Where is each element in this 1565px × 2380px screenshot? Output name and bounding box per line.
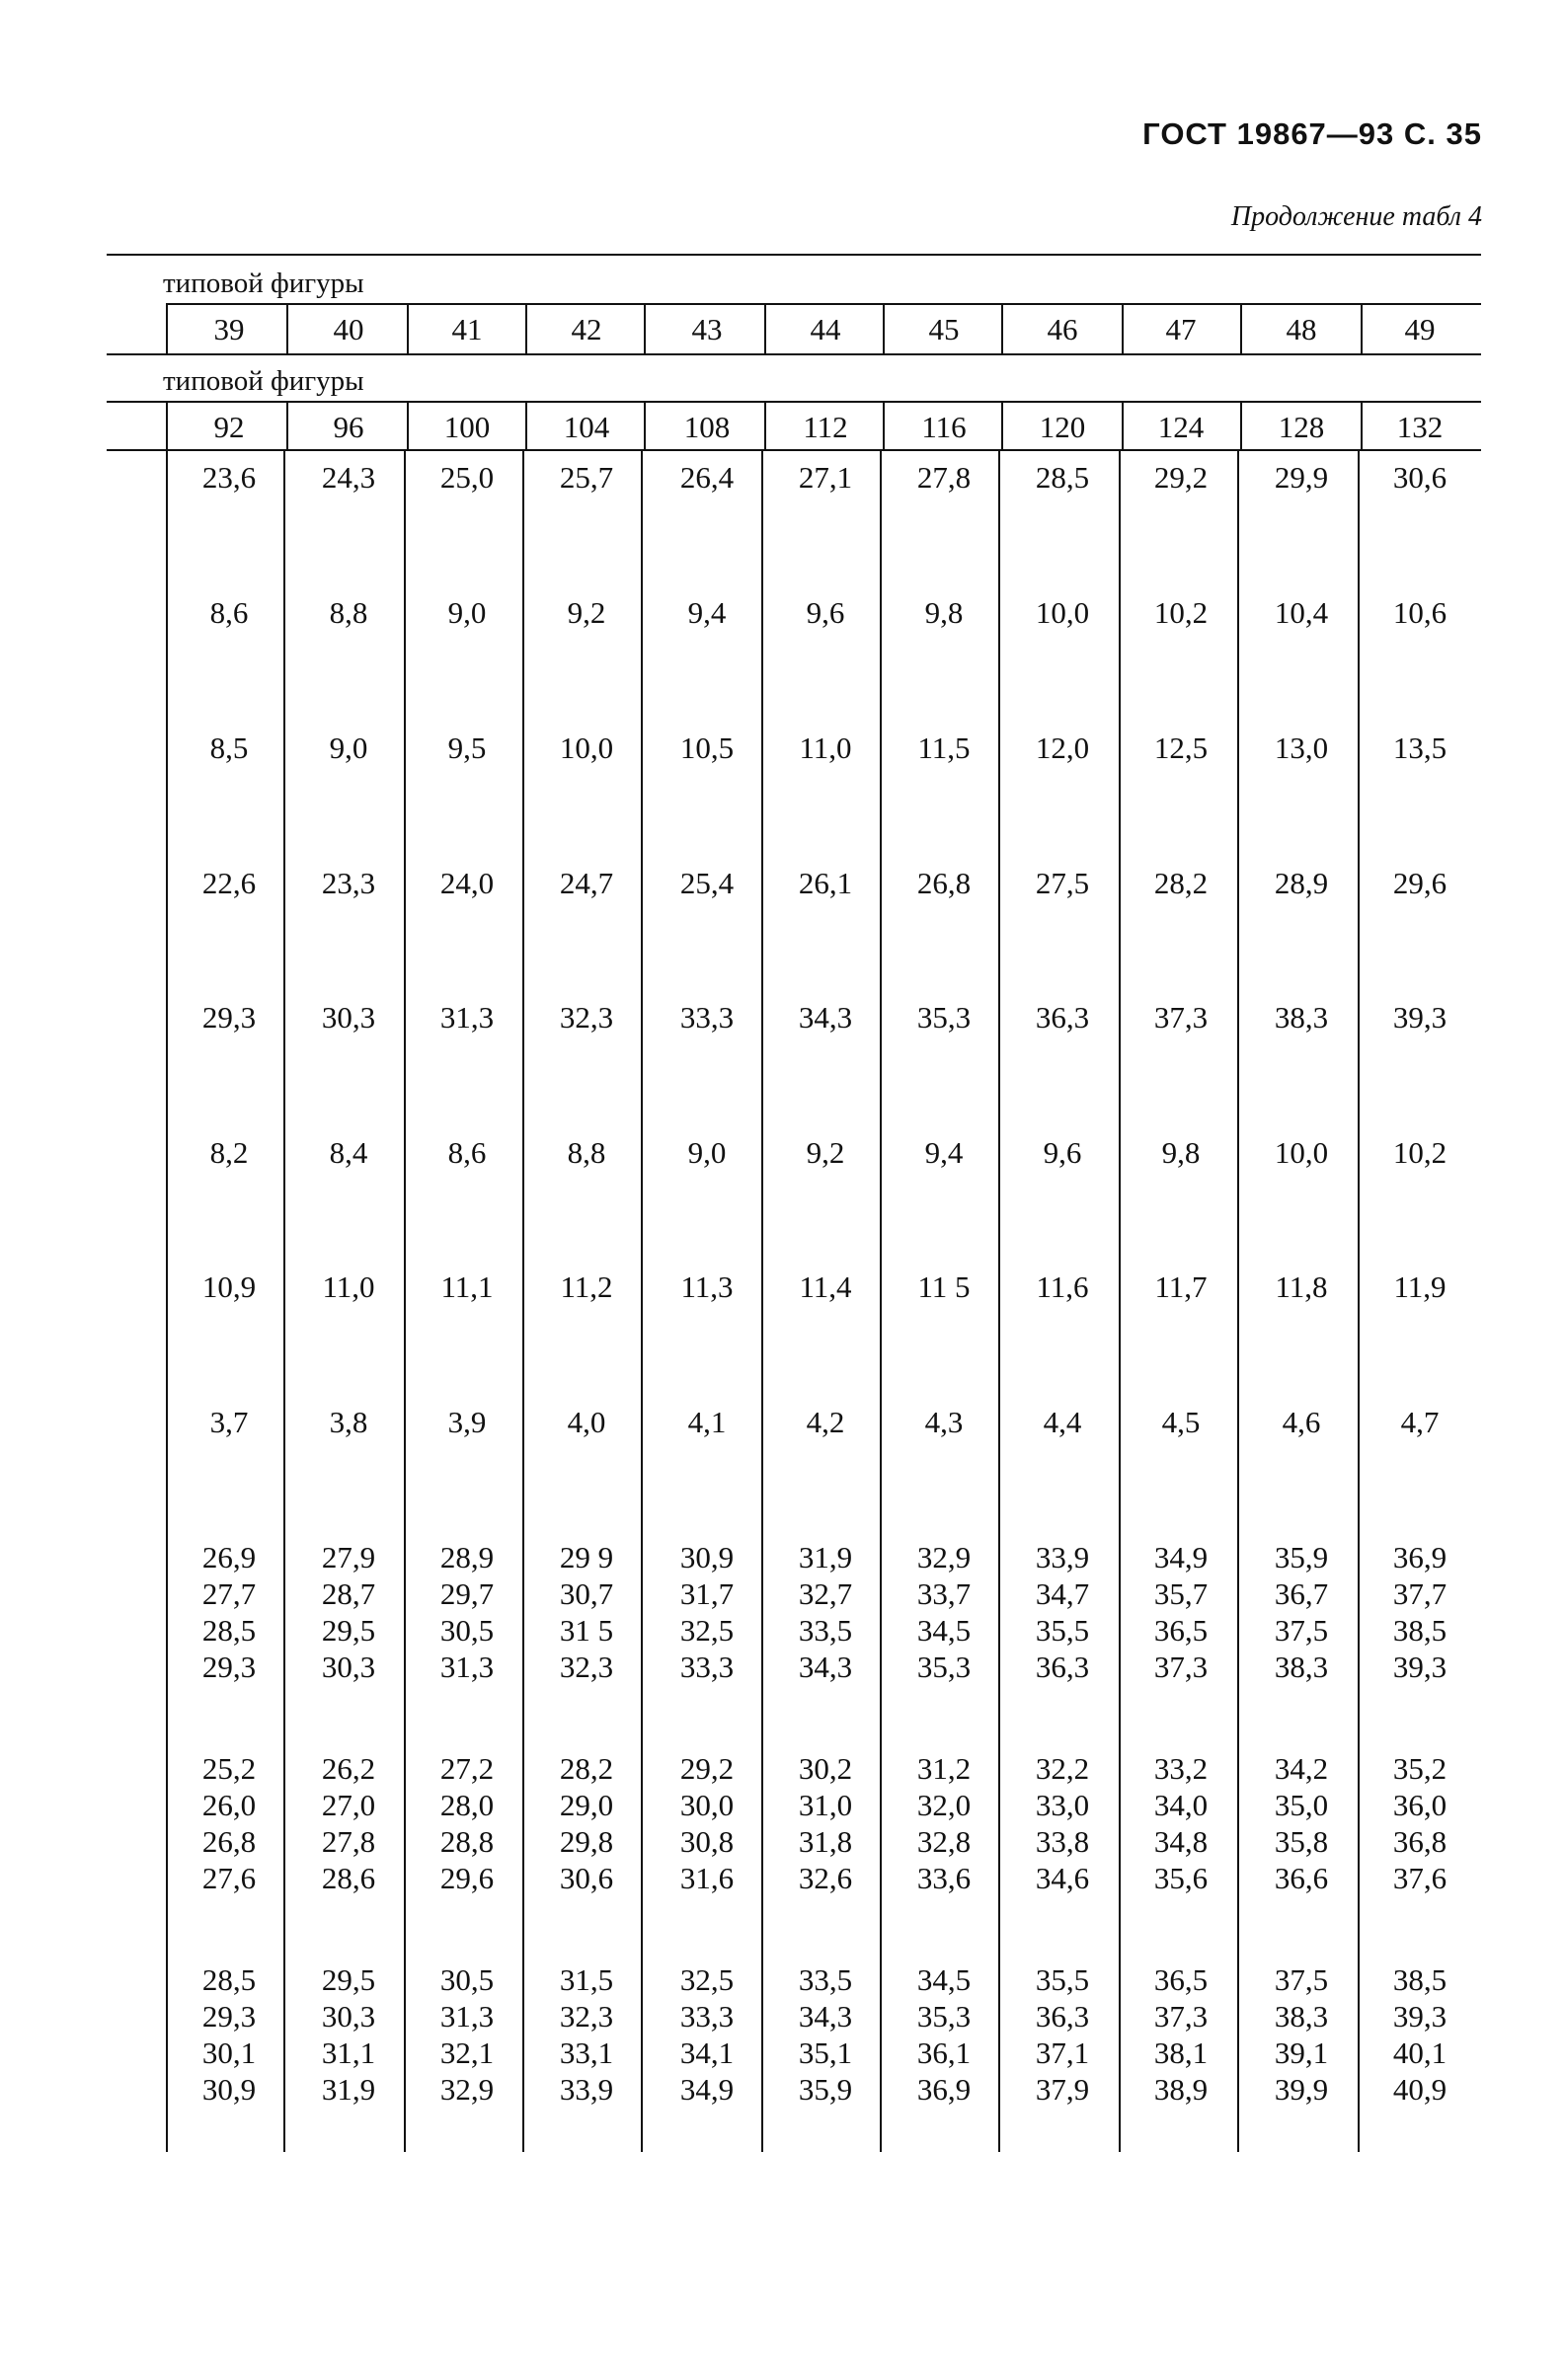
table-cell: 34,5 [916, 1962, 972, 1997]
column-divider [166, 303, 168, 353]
table-cell: 11,0 [322, 1269, 375, 1304]
table-cell: 34,7 [1035, 1576, 1090, 1611]
table-cell: 27,5 [1035, 866, 1090, 900]
table-cell: 30,0 [679, 1788, 735, 1822]
table-cell: 30,2 [798, 1751, 853, 1786]
table-cell: 35,6 [1153, 1861, 1209, 1895]
table-cell: 4,2 [806, 1405, 845, 1439]
table-cell: 3,8 [329, 1405, 368, 1439]
table-cell: 28,5 [201, 1613, 257, 1648]
table-cell: 28,5 [201, 1962, 257, 1997]
table-cell: 29,0 [559, 1788, 614, 1822]
table-cell: 10,0 [559, 730, 614, 765]
table-cell: 32,3 [559, 1000, 614, 1035]
table-cell: 33,3 [679, 1650, 735, 1684]
table-cell: 26,1 [798, 866, 853, 900]
table-cell: 28,0 [439, 1788, 495, 1822]
table-cell: 32,2 [1035, 1751, 1090, 1786]
table-cell: 34,6 [1035, 1861, 1090, 1895]
sizes-row-bottom-border [107, 353, 1481, 355]
table-cell: 26,8 [201, 1824, 257, 1859]
table-cell: 33,2 [1153, 1751, 1209, 1786]
table-cell: 8,4 [329, 1135, 368, 1170]
size-header-cell: 44 [810, 312, 841, 346]
table-cell: 28,9 [1274, 866, 1329, 900]
height-header-cell: 108 [683, 410, 731, 444]
table-cell: 29,5 [321, 1962, 376, 1997]
table-cell: 36,0 [1392, 1788, 1448, 1822]
table-cell: 34,3 [798, 1000, 853, 1035]
table-cell: 8,8 [567, 1135, 606, 1170]
table-cell: 8,6 [209, 595, 249, 630]
table-cell: 34,1 [679, 2035, 735, 2070]
table-cell: 9,6 [806, 595, 845, 630]
table-cell: 30,3 [321, 1000, 376, 1035]
table-cell: 29,3 [201, 1650, 257, 1684]
table-cell: 26,9 [201, 1540, 257, 1574]
table-cell: 30,8 [679, 1824, 735, 1859]
table-cell: 38,5 [1392, 1613, 1448, 1648]
table-cell: 4,3 [924, 1405, 964, 1439]
table-cell: 37,5 [1274, 1613, 1329, 1648]
table-cell: 11,2 [560, 1269, 613, 1304]
table-cell: 38,3 [1274, 1650, 1329, 1684]
table-cell: 30,1 [201, 2035, 257, 2070]
table-cell: 9,2 [567, 595, 606, 630]
table-cell: 39,3 [1392, 1650, 1448, 1684]
table-cell: 30,9 [201, 2072, 257, 2107]
table-cell: 36,5 [1153, 1962, 1209, 1997]
table-cell: 9,8 [924, 595, 964, 630]
table-cell: 33,6 [916, 1861, 972, 1895]
table-cell: 39,3 [1392, 1000, 1448, 1035]
table-cell: 33,9 [559, 2072, 614, 2107]
table-cell: 10,0 [1035, 595, 1090, 630]
table-cell: 34,3 [798, 1999, 853, 2034]
table-cell: 31,5 [559, 1962, 614, 1997]
table-cell: 25,0 [439, 460, 495, 495]
table-cell: 31,2 [916, 1751, 972, 1786]
table-cell: 36,5 [1153, 1613, 1209, 1648]
table-cell: 39,9 [1274, 2072, 1329, 2107]
table-cell: 11,3 [680, 1269, 734, 1304]
table-cell: 9,8 [1161, 1135, 1201, 1170]
table-cell: 28,5 [1035, 460, 1090, 495]
table-cell: 10,2 [1153, 595, 1209, 630]
row-label-sizes: типовой фигуры [163, 268, 364, 299]
table-cell: 29,2 [679, 1751, 735, 1786]
table-cell: 29,9 [1274, 460, 1329, 495]
table-cell: 35,5 [1035, 1613, 1090, 1648]
table-cell: 22,6 [201, 866, 257, 900]
table-cell: 23,6 [201, 460, 257, 495]
table-cell: 31,3 [439, 1999, 495, 2034]
table-cell: 32,6 [798, 1861, 853, 1895]
table-cell: 30,9 [679, 1540, 735, 1574]
height-header-cell: 120 [1039, 410, 1086, 444]
table-cell: 28,7 [321, 1576, 376, 1611]
table-cell: 30,5 [439, 1962, 495, 1997]
height-header-cell: 100 [443, 410, 491, 444]
table-cell: 29,7 [439, 1576, 495, 1611]
table-cell: 30,6 [1392, 460, 1448, 495]
table-continuation-caption: Продолжение табл 4 [1230, 201, 1482, 232]
table-cell: 11,9 [1393, 1269, 1447, 1304]
size-header-cell: 40 [333, 312, 364, 346]
size-header-cell: 39 [213, 312, 245, 346]
table-cell: 32,0 [916, 1788, 972, 1822]
table-cell: 37,3 [1153, 1999, 1209, 2034]
table-cell: 32,1 [439, 2035, 495, 2070]
table-cell: 13,5 [1392, 730, 1448, 765]
table-cell: 31,1 [321, 2035, 376, 2070]
table-cell: 4,4 [1043, 1405, 1082, 1439]
height-header-cell: 104 [563, 410, 610, 444]
table-cell: 8,2 [209, 1135, 249, 1170]
table-cell: 9,4 [924, 1135, 964, 1170]
table-cell: 4,6 [1282, 1405, 1321, 1439]
table-cell: 9,6 [1043, 1135, 1082, 1170]
table-cell: 4,1 [687, 1405, 727, 1439]
table-cell: 37,1 [1035, 2035, 1090, 2070]
heights-row-bottom-border [107, 449, 1481, 451]
table-cell: 31,0 [798, 1788, 853, 1822]
size-header-cell: 45 [928, 312, 960, 346]
table-cell: 26,2 [321, 1751, 376, 1786]
table-cell: 28,2 [1153, 866, 1209, 900]
table-cell: 27,8 [916, 460, 972, 495]
table-cell: 34,0 [1153, 1788, 1209, 1822]
table-cell: 34,2 [1274, 1751, 1329, 1786]
table-cell: 33,0 [1035, 1788, 1090, 1822]
table-cell: 27,8 [321, 1824, 376, 1859]
table-cell: 37,5 [1274, 1962, 1329, 1997]
table-cell: 29,6 [439, 1861, 495, 1895]
table-cell: 29,2 [1153, 460, 1209, 495]
table-cell: 34,9 [679, 2072, 735, 2107]
table-cell: 31,9 [798, 1540, 853, 1574]
size-header-cell: 48 [1286, 312, 1317, 346]
table-cell: 29,8 [559, 1824, 614, 1859]
table-cell: 30,3 [321, 1650, 376, 1684]
table-cell: 31 5 [559, 1613, 614, 1648]
table-cell: 29,6 [1392, 866, 1448, 900]
table-cell: 30,6 [559, 1861, 614, 1895]
table-cell: 30,5 [439, 1613, 495, 1648]
height-header-cell: 112 [803, 410, 848, 444]
table-cell: 13,0 [1274, 730, 1329, 765]
table-cell: 36,9 [916, 2072, 972, 2107]
table-cell: 8,8 [329, 595, 368, 630]
table-cell: 30,7 [559, 1576, 614, 1611]
table-cell: 27,9 [321, 1540, 376, 1574]
table-cell: 12,5 [1153, 730, 1209, 765]
size-header-cell: 41 [451, 312, 483, 346]
table-cell: 27,7 [201, 1576, 257, 1611]
table-cell: 33,8 [1035, 1824, 1090, 1859]
table-cell: 3,9 [447, 1405, 487, 1439]
table-cell: 32,7 [798, 1576, 853, 1611]
table-cell: 36,3 [1035, 1999, 1090, 2034]
table-cell: 30,3 [321, 1999, 376, 2034]
table-cell: 28,8 [439, 1824, 495, 1859]
table-cell: 24,3 [321, 460, 376, 495]
table-cell: 32,3 [559, 1650, 614, 1684]
table-cell: 9,5 [447, 730, 487, 765]
table-cell: 8,6 [447, 1135, 487, 1170]
table-cell: 9,4 [687, 595, 727, 630]
table-cell: 8,5 [209, 730, 249, 765]
table-cell: 33,9 [1035, 1540, 1090, 1574]
table-cell: 10,0 [1274, 1135, 1329, 1170]
table-cell: 27,0 [321, 1788, 376, 1822]
table-cell: 29 9 [559, 1540, 614, 1574]
table-cell: 39,3 [1392, 1999, 1448, 2034]
table-cell: 11,5 [917, 730, 971, 765]
page-header: ГОСТ 19867—93 С. 35 [1142, 116, 1482, 151]
size-header-cell: 42 [571, 312, 602, 346]
table-cell: 9,0 [447, 595, 487, 630]
table-cell: 9,2 [806, 1135, 845, 1170]
size-header-cell: 49 [1404, 312, 1436, 346]
table-cell: 37,9 [1035, 2072, 1090, 2107]
table-cell: 25,7 [559, 460, 614, 495]
table-cell: 27,2 [439, 1751, 495, 1786]
table-cell: 33,1 [559, 2035, 614, 2070]
table-cell: 32,9 [439, 2072, 495, 2107]
table-cell: 36,3 [1035, 1000, 1090, 1035]
table-cell: 31,9 [321, 2072, 376, 2107]
table-cell: 31,3 [439, 1000, 495, 1035]
table-cell: 29,3 [201, 1000, 257, 1035]
table-cell: 3,7 [209, 1405, 249, 1439]
table-cell: 23,3 [321, 866, 376, 900]
table-cell: 26,0 [201, 1788, 257, 1822]
table-cell: 11,7 [1154, 1269, 1208, 1304]
table-cell: 35,9 [1274, 1540, 1329, 1574]
table-cell: 33,5 [798, 1613, 853, 1648]
table-cell: 10,6 [1392, 595, 1448, 630]
table-cell: 37,6 [1392, 1861, 1448, 1895]
table-cell: 35,8 [1274, 1824, 1329, 1859]
table-cell: 38,9 [1153, 2072, 1209, 2107]
height-header-cell: 132 [1396, 410, 1444, 444]
table-cell: 32,5 [679, 1962, 735, 1997]
table-cell: 33,7 [916, 1576, 972, 1611]
table-cell: 38,3 [1274, 1999, 1329, 2034]
table-cell: 34,5 [916, 1613, 972, 1648]
table-cell: 34,9 [1153, 1540, 1209, 1574]
table-cell: 35,0 [1274, 1788, 1329, 1822]
column-divider [166, 401, 168, 449]
table-cell: 38,5 [1392, 1962, 1448, 1997]
table-cell: 38,3 [1274, 1000, 1329, 1035]
table-cell: 37,3 [1153, 1000, 1209, 1035]
column-divider [166, 449, 168, 2152]
table-cell: 38,1 [1153, 2035, 1209, 2070]
height-header-cell: 128 [1278, 410, 1325, 444]
table-cell: 26,4 [679, 460, 735, 495]
table-cell: 31,6 [679, 1861, 735, 1895]
table-cell: 11,4 [799, 1269, 852, 1304]
table-cell: 35,3 [916, 1000, 972, 1035]
table-cell: 31,3 [439, 1650, 495, 1684]
table-cell: 4,0 [567, 1405, 606, 1439]
table-cell: 12,0 [1035, 730, 1090, 765]
heights-row-top-border [107, 401, 1481, 403]
table-cell: 35,3 [916, 1650, 972, 1684]
table-cell: 35,1 [798, 2035, 853, 2070]
table-cell: 9,0 [329, 730, 368, 765]
table-cell: 35,9 [798, 2072, 853, 2107]
table-cell: 36,1 [916, 2035, 972, 2070]
table-cell: 37,7 [1392, 1576, 1448, 1611]
table-cell: 28,9 [439, 1540, 495, 1574]
table-top-border [107, 254, 1481, 256]
table-cell: 29,5 [321, 1613, 376, 1648]
table-cell: 32,5 [679, 1613, 735, 1648]
table-cell: 37,3 [1153, 1650, 1209, 1684]
table-cell: 36,8 [1392, 1824, 1448, 1859]
table-cell: 36,7 [1274, 1576, 1329, 1611]
table-cell: 31,8 [798, 1824, 853, 1859]
table-cell: 11,8 [1275, 1269, 1328, 1304]
table-cell: 39,1 [1274, 2035, 1329, 2070]
table-cell: 24,7 [559, 866, 614, 900]
height-header-cell: 92 [213, 410, 245, 444]
table-cell: 25,4 [679, 866, 735, 900]
table-cell: 4,5 [1161, 1405, 1201, 1439]
table-cell: 11,6 [1036, 1269, 1089, 1304]
table-cell: 27,6 [201, 1861, 257, 1895]
table-cell: 33,3 [679, 1000, 735, 1035]
table-cell: 35,5 [1035, 1962, 1090, 1997]
table-cell: 11 5 [917, 1269, 971, 1304]
table-cell: 31,7 [679, 1576, 735, 1611]
table-cell: 35,3 [916, 1999, 972, 2034]
table-cell: 11,1 [440, 1269, 494, 1304]
table-cell: 34,3 [798, 1650, 853, 1684]
table-cell: 32,3 [559, 1999, 614, 2034]
table-cell: 10,2 [1392, 1135, 1448, 1170]
row-label-heights: типовой фигуры [163, 365, 364, 397]
table-cell: 10,5 [679, 730, 735, 765]
height-header-cell: 96 [333, 410, 364, 444]
size-header-cell: 47 [1165, 312, 1197, 346]
size-header-cell: 43 [691, 312, 723, 346]
table-cell: 36,6 [1274, 1861, 1329, 1895]
table-cell: 10,4 [1274, 595, 1329, 630]
table-cell: 36,3 [1035, 1650, 1090, 1684]
table-cell: 34,8 [1153, 1824, 1209, 1859]
sizes-row-top-border [166, 303, 1481, 305]
size-header-cell: 46 [1047, 312, 1078, 346]
table-cell: 29,3 [201, 1999, 257, 2034]
table-cell: 24,0 [439, 866, 495, 900]
table-cell: 33,5 [798, 1962, 853, 1997]
table-cell: 32,8 [916, 1824, 972, 1859]
table-cell: 4,7 [1400, 1405, 1440, 1439]
table-cell: 40,1 [1392, 2035, 1448, 2070]
table-cell: 9,0 [687, 1135, 727, 1170]
table-cell: 10,9 [201, 1269, 257, 1304]
table-cell: 11,0 [799, 730, 852, 765]
height-header-cell: 116 [921, 410, 967, 444]
table-cell: 35,7 [1153, 1576, 1209, 1611]
table-cell: 26,8 [916, 866, 972, 900]
table-cell: 36,9 [1392, 1540, 1448, 1574]
table-cell: 40,9 [1392, 2072, 1448, 2107]
height-header-cell: 124 [1157, 410, 1205, 444]
table-cell: 28,6 [321, 1861, 376, 1895]
table-cell: 28,2 [559, 1751, 614, 1786]
table-cell: 27,1 [798, 460, 853, 495]
table-cell: 33,3 [679, 1999, 735, 2034]
table-cell: 32,9 [916, 1540, 972, 1574]
table-cell: 35,2 [1392, 1751, 1448, 1786]
table-cell: 25,2 [201, 1751, 257, 1786]
